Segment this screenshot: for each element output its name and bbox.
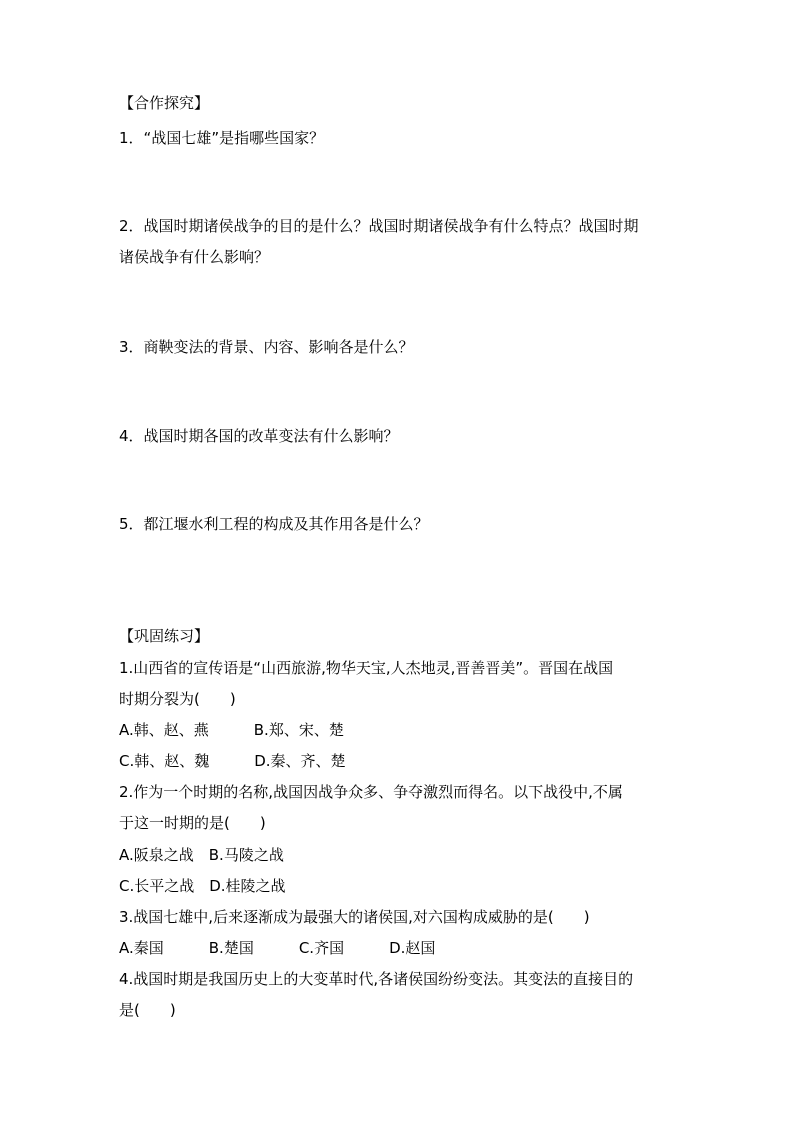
exercise-4-line-1: 4.战国时期是我国历史上的大变革时代,各诸侯国纷纷变法。其变法的直接目的 xyxy=(119,970,634,988)
exercise-1-options-ab: A.韩、赵、燕 B.郑、宋、楚 xyxy=(119,721,344,739)
question-2-line-1: 2．战国时期诸侯战争的目的是什么？战国时期诸侯战争有什么特点？战国时期 xyxy=(119,217,639,235)
question-3: 3．商鞅变法的背景、内容、影响各是什么？ xyxy=(119,338,414,356)
exercise-1-line-2: 时期分裂为( ) xyxy=(119,690,236,708)
question-5: 5．都江堰水利工程的构成及其作用各是什么？ xyxy=(119,515,429,533)
section-heading-consolidation-exercise: 【巩固练习】 xyxy=(119,627,210,645)
exercise-2-options-ab: A.阪泉之战 B.马陵之战 xyxy=(119,846,284,864)
exercise-1-line-1: 1.山西省的宣传语是“山西旅游,物华天宝,人杰地灵,晋善晋美”。晋国在战国 xyxy=(119,659,614,677)
question-1: 1．“战国七雄”是指哪些国家？ xyxy=(119,129,325,147)
exercise-3-line-1: 3.战国七雄中,后来逐渐成为最强大的诸侯国,对六国构成威胁的是( ) xyxy=(119,908,590,926)
exercise-3-options: A.秦国 B.楚国 C.齐国 D.赵国 xyxy=(119,939,436,957)
exercise-2-line-2: 于这一时期的是( ) xyxy=(119,814,266,832)
exercise-2-options-cd: C.长平之战 D.桂陵之战 xyxy=(119,877,286,895)
question-4: 4．战国时期各国的改革变法有什么影响？ xyxy=(119,427,399,445)
question-2-line-2: 诸侯战争有什么影响？ xyxy=(119,248,270,266)
exercise-4-line-2: 是( ) xyxy=(119,1001,176,1019)
exercise-1-options-cd: C.韩、赵、魏 D.秦、齐、楚 xyxy=(119,752,346,770)
section-heading-cooperative-inquiry: 【合作探究】 xyxy=(119,94,210,112)
exercise-2-line-1: 2.作为一个时期的名称,战国因战争众多、争夺激烈而得名。以下战役中,不属 xyxy=(119,783,623,801)
